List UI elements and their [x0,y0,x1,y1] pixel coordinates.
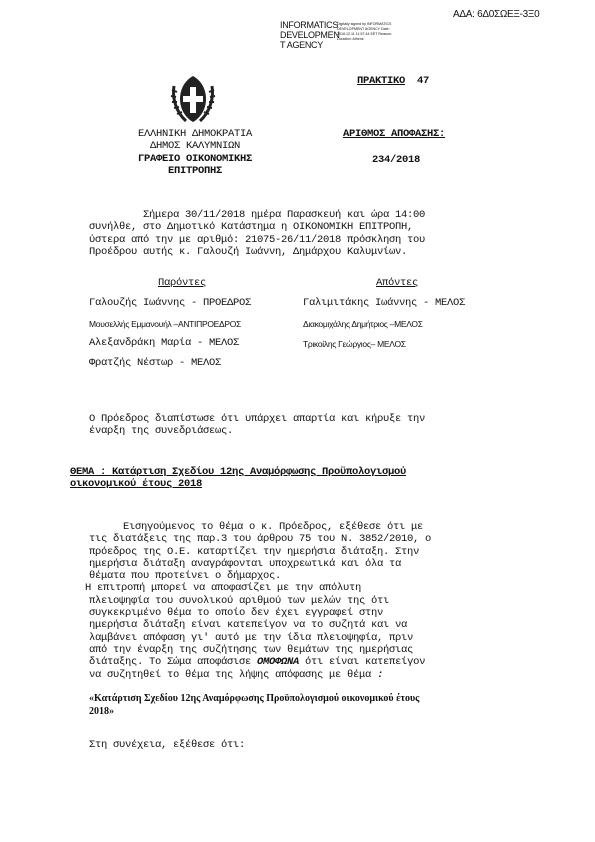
praktiko-number: 47 [417,75,430,87]
stamp-line-3: T AGENCY [280,40,323,50]
body-p2-line-4: ημερήσια διάταξη είναι κατεπείγον να το συζητά και να [89,619,408,632]
intro-paragraph [89,209,505,258]
body-p2-line-3: συγκεκριμένο θέμα το οποίο δεν έχει εγγραφεί στην [89,607,384,620]
body-p1-line-2: τις διατάξεις της παρ.3 του άρθρου 75 του Ν. 3852/2010, ο [89,533,432,546]
praktiko-label [357,75,429,87]
body-p2-line-5: λαμβάνει απόφαση γι' αυτό με την ίδια πλειοψηφία, πριν [89,631,414,644]
body-p1-line-1: Εισηγούμενος το θέμα ο κ. Πρόεδρος, εξέθεσε ότι με [123,521,424,533]
quote-line-2: 2018» [89,705,114,717]
body-p2-line-1: Η επιτροπή μπορεί να αποφασίζει με την απόλυτη [85,582,362,595]
body-p1-line-5: θέματα που προτείνει ο δήμαρχος. [89,570,282,583]
decision-number: 234/2018 [372,154,421,166]
absent-member-3: Τρικοίλης Γεώργιος– ΜΕΛΟΣ [303,339,406,349]
present-header: Παρόντες [158,277,207,289]
quote-line-1: «Κατάρτιση Σχεδίου 12ης Αναμόρφωσης Προϋπολογισμού οικονομικού έτους [89,693,420,704]
present-member-4: Φρατζής Νέστωρ - ΜΕΛΟΣ [89,357,222,369]
absent-member-1: Γαλιμιτάκης Ιωάννης - ΜΕΛΟΣ [303,297,466,309]
subject-line-1: ΘΕΜΑ : Κατάρτιση Σχεδίου 12ης Αναμόρφωσης Προϋπολογισμού [70,466,407,478]
present-member-2: Μουσελλής Εμμανουήλ –ΑΝΤΙΠΡΟΕΔΡΟΣ [89,319,242,329]
present-member-3: Αλεξανδράκη Μαρία - ΜΕΛΟΣ [89,337,240,349]
issuer-office-2: ΕΠΙΤΡΟΠΗΣ [167,164,222,177]
body-p3-line [89,669,509,681]
stamp-line-2: DEVELOPMEN [280,30,340,40]
quorum-line-2: έναρξη της συνεδριάσεως. [89,425,234,438]
greek-coat-of-arms-icon [166,72,220,126]
body-p2-line-2: πλειοψηφία του συνολικού αριθμού των μελών της ότι [89,594,390,607]
issuer-block [110,128,280,177]
quorum-paragraph [89,413,505,438]
body-p2-line-7b: ότι είναι κατεπείγον [299,656,426,669]
body-p3-colon: : [377,668,384,681]
body-p2-line-7a: διάταξης. Το Σώμα αποφάσισε [89,656,258,669]
quorum-line-1: Ο Πρόεδρος διαπίστωσε ότι υπάρχει απαρτία και κήρυξε την [89,413,426,425]
intro-line-4: Προέδρου αυτής κ. Γαλουζή Ιωάννη, Δημάρχου Καλυμνίων. [89,245,408,258]
present-member-1: Γαλουζής Ιωάννης - ΠΡΟΕΔΡΟΣ [89,297,252,309]
absent-member-2: Διακομιχάλης Δημήτριος –ΜΕΛΟΣ [303,319,423,329]
intro-line-2: συνήλθε, στο Δημοτικό Κατάστημα η ΟΙΚΟΝΟΜΙΚΗ ΕΠΙΤΡΟΠΗ, [89,221,414,234]
subject-quote [89,693,509,718]
digital-signature-stamp [280,20,392,50]
body-p3-text: να συζητηθεί το θέμα της λήψης απόφασης με θέμα [89,668,378,681]
issuer-municipality: ΔΗΜΟΣ ΚΑΛΥΜΝΙΩΝ [149,140,240,153]
stamp-small-text: Digitally signed by INFORMATICS DEVELOPMENT AGENCY Date: 2018.12.11 11:57:44 EET Reason: Location: Athens [337,22,392,41]
body-p1-line-3: πρόεδρος της Ο.Ε. καταρτίζει την ημερήσια διάταξη. Στην [89,545,420,558]
ada-code: ΑΔΑ: 6Δ0ΣΩΕΞ-3Ξ0 [453,9,540,20]
absent-header: Απόντες [376,277,419,289]
intro-line-3: ύστερα από την με αριθμό: 21075-26/11/2018 πρόσκληση του [89,233,426,246]
stamp-line-1: INFORMATICS [280,20,339,30]
praktiko-label-text: ΠΡΑΚΤΙΚΟ [357,75,406,87]
body-text [85,521,509,681]
continuation-text: Στη συνέχεια, εξέθεσε ότι: [89,739,246,751]
decision-number-label: ΑΡΙΘΜΟΣ ΑΠΟΦΑΣΗΣ: [343,128,446,140]
unanimous-emphasis: ΟΜΟΦΩΝΑ [257,656,300,669]
issuer-office: ΓΡΑΦΕΙΟ ΟΙΚΟΝΟΜΙΚΗΣ [137,152,253,165]
body-p2-line-6: από την έναρξη της συζήτησης των θεμάτων της ημερήσιας [89,643,414,656]
issuer-country: ΕΛΛΗΝΙΚΗ ΔΗΜΟΚΡΑΤΙΑ [137,128,253,140]
body-p2-line-7 [89,656,509,668]
subject-heading [70,466,510,491]
body-p1-line-4: ημερήσια διάταξη αναγράφονται υποχρεωτικά και όλα τα [89,557,402,570]
intro-line-1: Σήμερα 30/11/2018 ημέρα Παρασκευή και ώρα 14:00 [143,209,426,221]
subject-line-2: οικονομικού έτους 2018 [70,478,203,491]
